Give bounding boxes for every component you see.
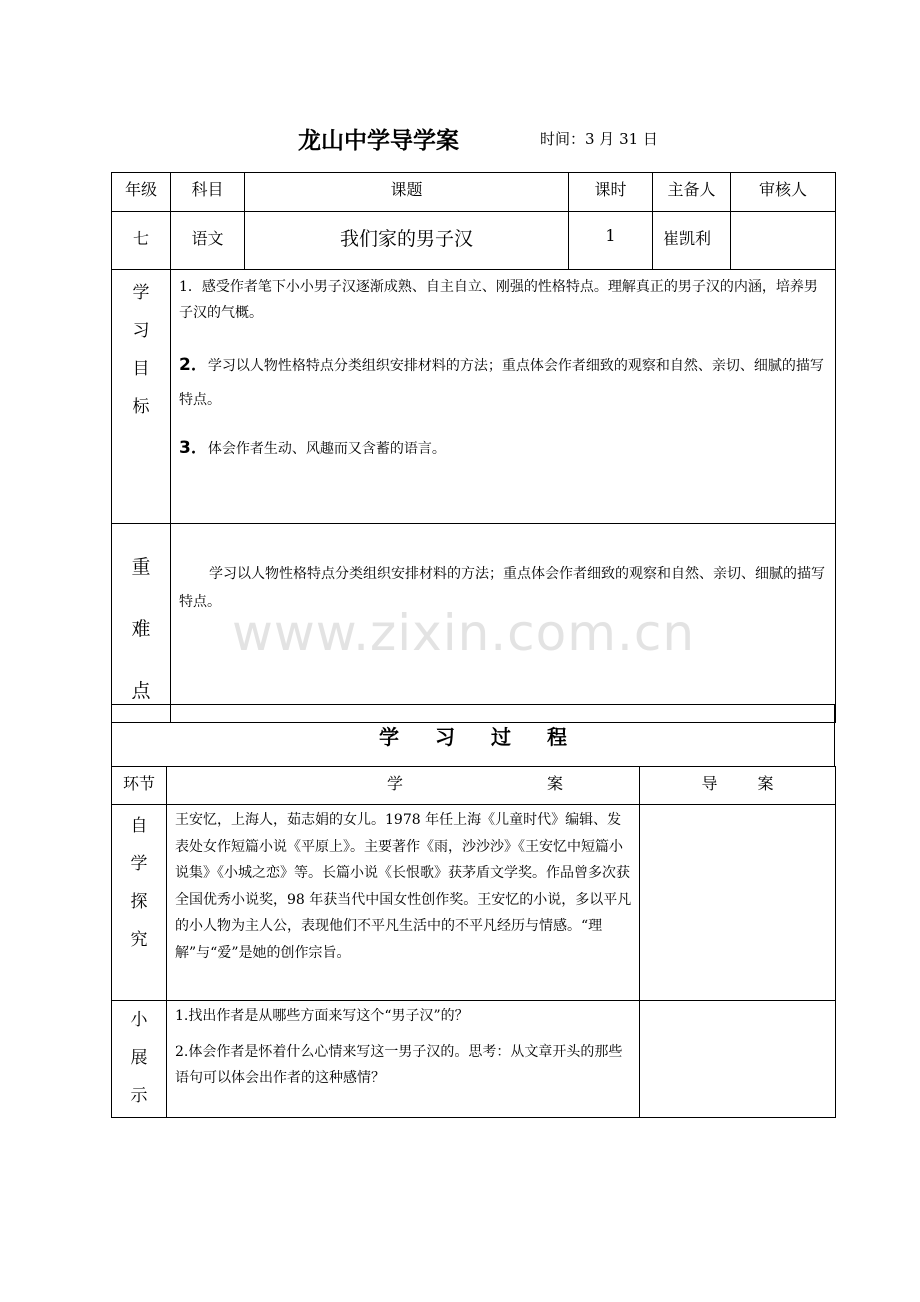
date-label: 时间：3 月 31 日 bbox=[540, 130, 658, 148]
periods-value: 1 bbox=[569, 212, 653, 270]
presentation-row bbox=[112, 1001, 836, 1118]
goals-content bbox=[171, 270, 836, 524]
lesson-info-table bbox=[111, 172, 836, 723]
presentation-label-char: 展 bbox=[130, 1048, 148, 1068]
key-points-row bbox=[112, 524, 836, 723]
process-title bbox=[112, 705, 835, 767]
presentation-label bbox=[112, 1001, 167, 1118]
goals-label-char: 学 bbox=[132, 283, 150, 303]
key-points-label-char: 点 bbox=[131, 680, 151, 702]
info-value-row bbox=[112, 212, 836, 270]
self-study-row bbox=[112, 805, 836, 1001]
process-title-char: 程 bbox=[547, 725, 567, 749]
reviewer-value bbox=[731, 212, 836, 270]
question-2: 2.体会作者是怀着什么心情来写这一男子汉的。思考：从文章开头的那些语句可以体会出作者的这种感情？ bbox=[175, 1044, 623, 1086]
key-points-label bbox=[112, 524, 171, 723]
presentation-label-char: 示 bbox=[130, 1086, 148, 1106]
header-study-char: 案 bbox=[546, 774, 563, 793]
self-study-label-char: 自 bbox=[130, 816, 148, 836]
info-header-row bbox=[112, 173, 836, 212]
topic-value: 我们家的男子汉 bbox=[245, 212, 569, 270]
question-1: 1.找出作者是从哪些方面来写这个“男子汉”的？ bbox=[175, 1008, 469, 1024]
goal-number: 1． bbox=[179, 279, 202, 295]
goals-label-char: 习 bbox=[132, 321, 150, 341]
process-title-table bbox=[111, 704, 835, 767]
goal-number: 3． bbox=[179, 438, 208, 458]
goal-text: 感受作者笔下小小男子汉逐渐成熟、自主自立、刚强的性格特点。理解真正的男子汉的内涵，培养男子汉的气概。 bbox=[179, 279, 818, 321]
header-stage: 环节 bbox=[112, 767, 167, 805]
page-title: 龙山中学导学案 bbox=[298, 128, 459, 154]
header-subject: 科目 bbox=[171, 173, 245, 212]
goal-number: 2． bbox=[179, 355, 208, 375]
header-periods: 课时 bbox=[569, 173, 653, 212]
header-guide-char: 导 bbox=[701, 774, 718, 793]
header-study-char: 学 bbox=[386, 774, 403, 793]
self-study-label-char: 探 bbox=[130, 892, 148, 912]
goal-item-1 bbox=[179, 274, 829, 326]
watermark: www.zixin.com.cn bbox=[232, 604, 696, 662]
self-study-guide bbox=[640, 805, 836, 1001]
goals-row bbox=[112, 270, 836, 524]
goals-label bbox=[112, 270, 171, 524]
process-title-char: 过 bbox=[491, 725, 511, 749]
header-reviewer: 审核人 bbox=[731, 173, 836, 212]
self-study-label bbox=[112, 805, 167, 1001]
header-preparer: 主备人 bbox=[653, 173, 731, 212]
header-guide-char: 案 bbox=[757, 774, 774, 793]
process-title-char: 习 bbox=[435, 725, 455, 749]
goal-item-3 bbox=[179, 431, 829, 466]
goal-text: 学习以人物性格特点分类组织安排材料的方法；重点体会作者细致的观察和自然、亲切、细腻的描写特点。 bbox=[179, 358, 824, 408]
self-study-content: 王安忆，上海人，茹志娟的女儿。1978 年任上海《儿童时代》编辑、发表处女作短篇小说《平原上》。主要著作《雨，沙沙沙》《王安忆中短篇小说集》《小城之恋》等。长篇小说《长恨歌》获茅盾文学奖。作品曾多次获全国优秀小说奖，98 年获当代中国女性创作奖。王安忆的小说，多以平凡的小人物为主人公，表现他们不平凡生活中的不平凡经历与情感。“理解”与“爱”是她的创作宗旨。 bbox=[167, 805, 640, 1001]
goals-label-char: 目 bbox=[132, 359, 150, 379]
subject-value: 语文 bbox=[171, 212, 245, 270]
self-study-label-char: 究 bbox=[130, 930, 148, 950]
presentation-guide bbox=[640, 1001, 836, 1118]
header-grade: 年级 bbox=[112, 173, 171, 212]
goal-item-2 bbox=[179, 348, 829, 417]
header-guide bbox=[640, 767, 836, 805]
process-header-row bbox=[112, 767, 836, 805]
presentation-label-char: 小 bbox=[130, 1010, 148, 1030]
process-table bbox=[111, 766, 836, 1118]
header-study bbox=[167, 767, 640, 805]
grade-value: 七 bbox=[112, 212, 171, 270]
key-points-label-char: 重 bbox=[131, 556, 151, 578]
process-title-char: 学 bbox=[379, 725, 399, 749]
preparer-value: 崔凯利 bbox=[653, 212, 731, 270]
key-points-text: 学习以人物性格特点分类组织安排材料的方法；重点体会作者细致的观察和自然、亲切、细腻的描写特点。 bbox=[171, 524, 836, 723]
goal-text: 体会作者生动、风趣而又含蓄的语言。 bbox=[207, 441, 446, 457]
self-study-label-char: 学 bbox=[130, 854, 148, 874]
key-points-label-char: 难 bbox=[131, 618, 151, 640]
header-topic: 课题 bbox=[245, 173, 569, 212]
goals-label-char: 标 bbox=[132, 397, 150, 417]
presentation-content bbox=[167, 1001, 640, 1118]
